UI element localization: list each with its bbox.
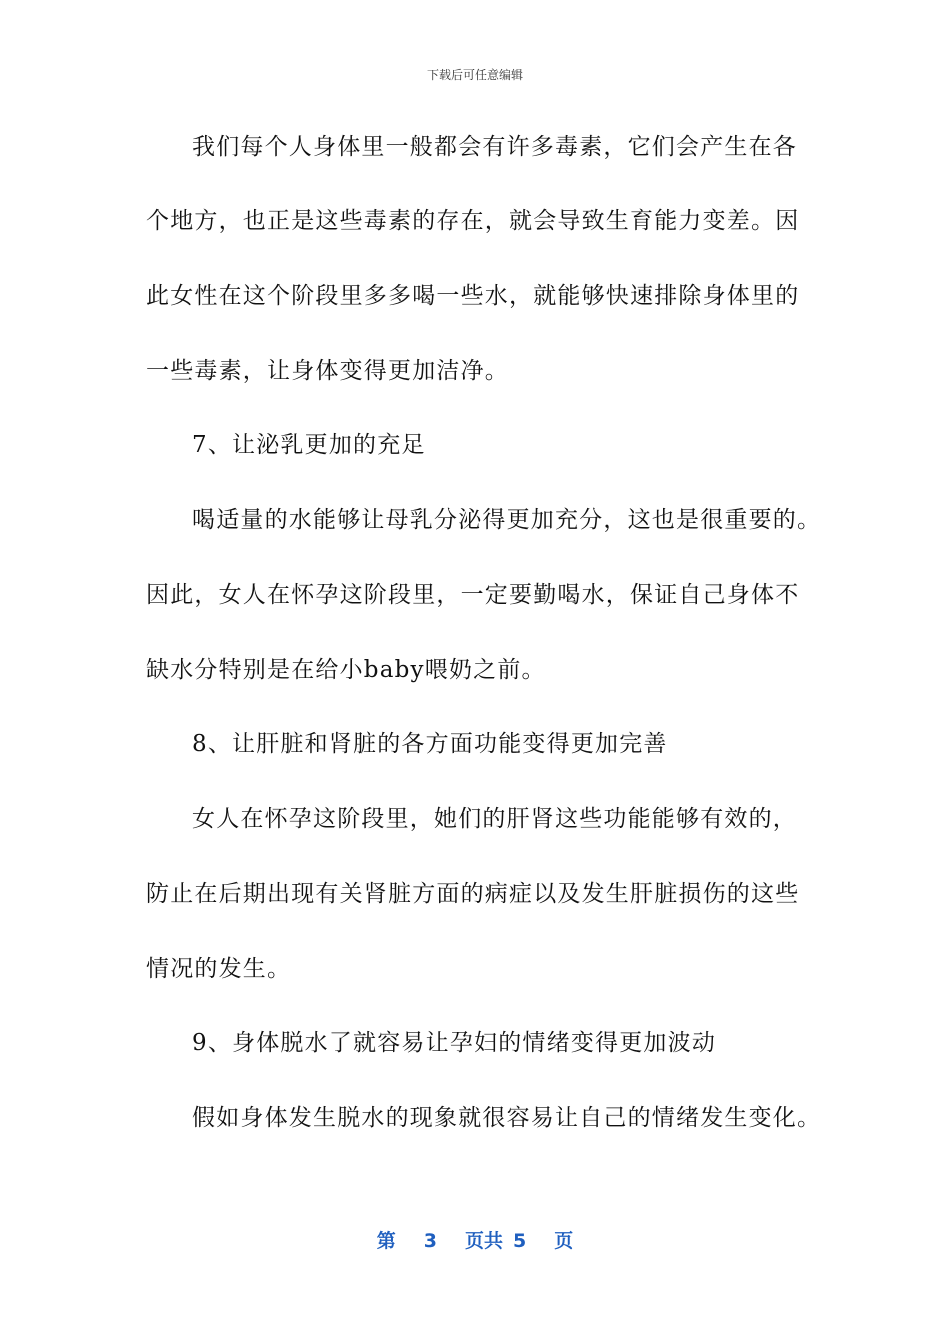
footer-total-pages: 5 [513, 1230, 527, 1252]
paragraph-line: 个地方，也正是这些毒素的存在，就会导致生育能力变差。因 [146, 208, 800, 234]
paragraph-line: 假如身体发生脱水的现象就很容易让自己的情绪发生变化。 [192, 1105, 822, 1131]
paragraph-line: 此女性在这个阶段里多多喝一些水，就能够快速排除身体里的 [146, 283, 800, 309]
section-heading: 9、身体脱水了就容易让孕妇的情绪变得更加波动 [192, 1030, 717, 1056]
section-heading: 8、让肝脏和肾脏的各方面功能变得更加完善 [192, 731, 668, 757]
footer-current-page: 3 [423, 1230, 437, 1252]
section-heading: 7、让泌乳更加的充足 [192, 432, 426, 458]
paragraph-line: 缺水分特别是在给小baby喂奶之前。 [146, 657, 546, 683]
paragraph-line: 防止在后期出现有关肾脏方面的病症以及发生肝脏损伤的这些 [146, 881, 800, 907]
paragraph-line: 一些毒素，让身体变得更加洁净。 [146, 358, 509, 384]
footer-prefix: 第 [376, 1230, 396, 1252]
paragraph-line: 情况的发生。 [146, 956, 292, 982]
paragraph-line: 因此，女人在怀孕这阶段里，一定要勤喝水，保证自己身体不 [146, 582, 800, 608]
page-footer [0, 1226, 950, 1253]
footer-suffix: 页 [554, 1230, 574, 1252]
footer-middle: 页共 [464, 1230, 503, 1252]
header-note: 下载后可任意编辑 [426, 68, 523, 82]
paragraph-line: 喝适量的水能够让母乳分泌得更加充分，这也是很重要的。 [192, 507, 822, 533]
paragraph-line: 我们每个人身体里一般都会有许多毒素，它们会产生在各 [192, 134, 797, 160]
paragraph-line: 女人在怀孕这阶段里，她们的肝肾这些功能能够有效的， [192, 806, 797, 832]
